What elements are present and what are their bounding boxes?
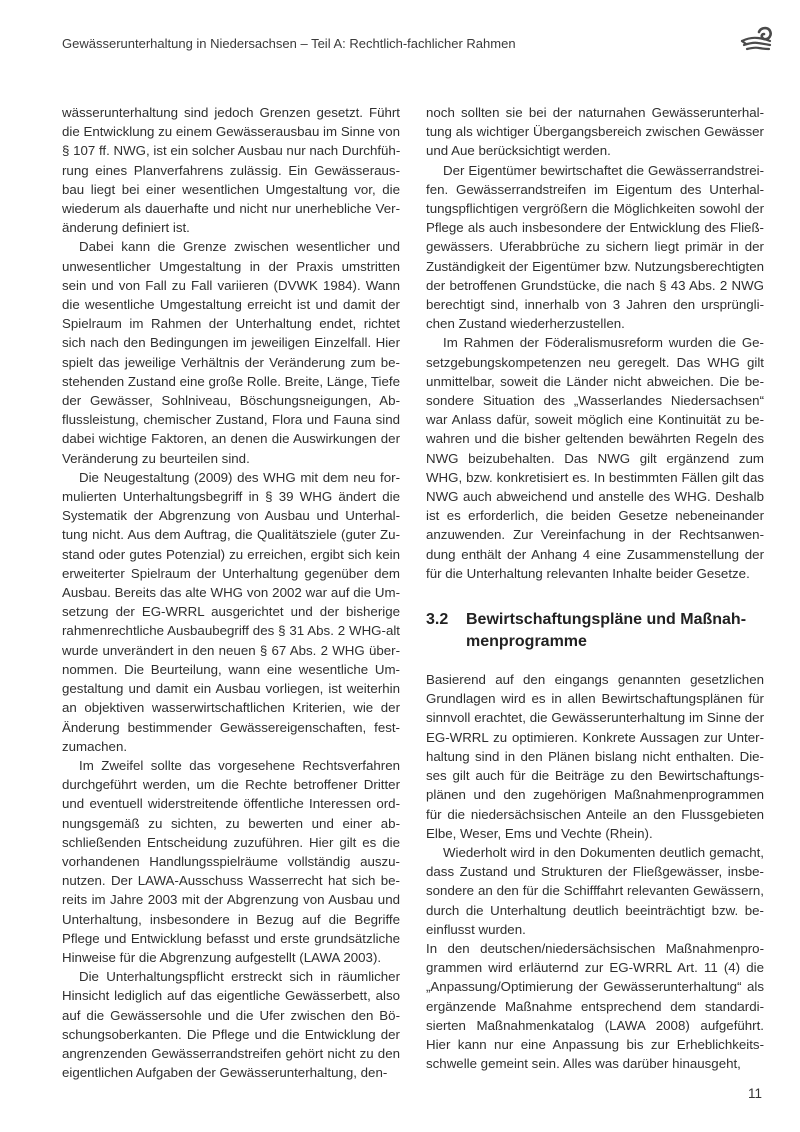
text-line: WHG, bzw. konkretisiert es. In bestimmten Fällen gilt das: [426, 469, 764, 485]
text-line: rahmenrechtliche Ausbaubegriff des § 31 Abs. 2 WHG-alt: [62, 623, 400, 639]
text-line: ergänzende Maßnahme entsprechend dem standardi-: [426, 998, 764, 1014]
text-line: an objektiven wasserwirtschaftlichen Kriterien, wie der: [62, 700, 400, 716]
text-line: vorhandenen Handlungsspielräume vollständig auszu-: [62, 853, 400, 869]
text-line: war Anlass dafür, soweit möglich eine Kontinuität zu be-: [426, 412, 764, 428]
text-line: Hinweise für die Abgrenzung aufgestellt (LAWA 2003).: [62, 949, 382, 965]
text-line: sondere an den für die Schifffahrt relevanten Gewässern,: [426, 883, 764, 899]
text-line: ses gilt auch für die Beiträge zu den Bewirtschaftungs-: [426, 768, 764, 784]
text-line: erweiterter Spielraum der Unterhaltung gegenüber dem: [62, 565, 400, 581]
text-line: dass Zustand und Strukturen der Fließgewässer, insbe-: [426, 864, 764, 880]
text-line: unwesentlicher Umgestaltung in der Praxis umstritten: [62, 258, 400, 274]
text-line: Pflege und Entwicklung befasst und erste grundsätzliche: [62, 930, 400, 946]
text-line: Elbe, Weser, Ems und Vechte (Rhein).: [426, 825, 653, 841]
text-line: Wiederholt wird in den Dokumenten deutlich gemacht,: [443, 844, 764, 860]
page-number: 11: [747, 1086, 762, 1101]
text-line: auf die Gewässersohle und die Ufer zwischen den Bö-: [62, 1007, 400, 1023]
text-line: EG-WRRL zu optimieren. Konkrete Aussagen zur Unter-: [426, 729, 764, 745]
text-line: Die Neugestaltung (2009) des WHG mit dem neu for-: [79, 469, 400, 485]
text-line: sinnvoll erachtet, die Gewässerunterhaltung im Sinne der: [426, 710, 764, 726]
text-line: unmittelbar, soweit die Länder nicht abweichen. Die be-: [426, 373, 764, 389]
text-line: In den deutschen/niedersächsischen Maßnahmenpro-: [426, 940, 764, 956]
text-line: rung eines Planverfahrens zulässig. Ein Gewässeraus-: [62, 162, 400, 178]
running-header: Gewässerunterhaltung in Niedersachsen – Teil A: Rechtlich-fachlicher Rahmen: [62, 36, 516, 51]
paragraph: [62, 468, 400, 756]
paragraph: [62, 103, 400, 237]
text-line: durch die Unterhaltung deutlich beeinträchtigt bzw. be-: [426, 902, 764, 918]
text-line: gewässers. Uferabbrüche zu sichern liegt primär in der: [426, 239, 764, 255]
text-line: fen. Gewässerrandstreifen im Eigentum des Unterhal-: [426, 181, 764, 197]
paragraph: [62, 967, 400, 1082]
text-line: dung enthält der Anhang 4 eine Zusammenstellung der: [426, 546, 764, 562]
paragraph: [62, 756, 400, 967]
wave-logo-icon: [739, 24, 775, 56]
text-line: stand oder gutes Potenzial) zu erreichen, ergibt sich kein: [62, 546, 400, 562]
paragraph: [426, 333, 764, 583]
text-line: wiederum als dauerhafte und nicht nur unerhebliche Ver-: [62, 201, 400, 217]
text-line: haltung sind in den Plänen bislang nicht enthalten. Die-: [426, 748, 764, 764]
text-line: Ausbau. Bereits das alte WHG von 2002 war auf die Um-: [62, 585, 400, 601]
section-heading: [426, 609, 764, 653]
text-line: wahren und die bisher geltenden bewährten Regeln des: [426, 431, 764, 447]
text-line: setzgebungskompetenzen neu geregelt. Das WHG gilt: [426, 354, 764, 370]
text-line: grammen wird erläuternd zur EG-WRRL Art. 11 (4) die: [426, 960, 764, 976]
text-line: schwelle gemeint sein. Alles was darüber hinausgeht,: [426, 1056, 741, 1072]
paragraph: [426, 670, 764, 843]
text-line: Im Rahmen der Föderalismusreform wurden die Ge-: [443, 335, 764, 351]
text-line: angrenzenden Gewässerrandstreifen gehört nicht zu den: [62, 1045, 400, 1061]
left-column: [62, 103, 400, 1082]
paragraph: [426, 843, 764, 939]
text-line: schließenden Entscheidung zuzuführen. Hier gilt es die: [62, 834, 400, 850]
text-line: § 107 ff. NWG, ist ein solcher Ausbau nur nach Durchfüh-: [62, 143, 401, 159]
text-line: die Entwicklung zu einem Gewässerausbau im Sinne von: [62, 124, 400, 140]
text-line: Die Unterhaltungspflicht erstreckt sich in räumlicher: [79, 969, 400, 985]
text-line: bau liegt bei einer wesentlichen Umgestaltung vor, die: [62, 181, 400, 197]
text-line: für die Unterhaltung relevanten Inhalte beider Gesetze.: [426, 565, 750, 581]
paragraph: [426, 939, 764, 1073]
heading-line: menprogramme: [466, 633, 587, 651]
text-line: NWG auch abweichend und anstelle des WHG. Deshalb: [426, 489, 764, 505]
text-line: der betroffenen Grundstücke, die nach § 43 Abs. 2 NWG: [426, 277, 764, 293]
text-line: setzung der EG-WRRL ausgerichtet und der bisherige: [62, 604, 400, 620]
text-line: Systematik der Abgrenzung von Ausbau und Unterhal-: [62, 508, 400, 524]
paragraph: [426, 161, 764, 334]
text-line: stehenden Zustand eine große Rolle. Breite, Länge, Tiefe: [62, 373, 400, 389]
text-line: nutzen. Der LAWA-Ausschuss Wasserrecht hat sich be-: [62, 873, 400, 889]
text-line: Hier kann nur eine Anpassung bis zur Erheblichkeits-: [426, 1036, 764, 1052]
text-line: wurde unverändert in den neuen § 67 Abs. 2 WHG über-: [62, 642, 400, 658]
text-line: und Aue berücksichtigt werden.: [426, 143, 611, 159]
text-line: tungspflichtigen vergrößern die Möglichkeiten sowohl der: [426, 201, 764, 217]
text-line: wässerunterhaltung sind jedoch Grenzen gesetzt. Führt: [62, 105, 400, 120]
text-line: nommen. Die Beurteilung, wann eine wesentliche Um-: [62, 661, 400, 677]
text-line: zumachen.: [62, 738, 128, 754]
text-line: änderung definiert ist.: [62, 220, 190, 236]
text-line: reits im Jahre 2003 mit der Abgrenzung von Ausbau und: [62, 892, 400, 908]
text-line: chen Zustand wiederherzustellen.: [426, 316, 625, 332]
text-line: berechtigt sind, innerhalb von 3 Jahren den ursprüngli-: [426, 297, 764, 313]
text-line: flussleistung, chemischer Zustand, Flora und Fauna sind: [62, 412, 400, 428]
text-line: „Anpassung/Optimierung der Gewässerunterhaltung“ als: [426, 979, 764, 995]
text-line: noch sollten sie bei der naturnahen Gewässerunterhal-: [426, 105, 764, 120]
text-line: Der Eigentümer bewirtschaftet die Gewässerrandstrei-: [443, 162, 764, 178]
text-line: tung als wichtiger Übergangsbereich zwischen Gewässer: [426, 124, 764, 140]
text-line: einflusst wurden.: [426, 921, 526, 937]
text-line: Unterhaltung, insbesondere in Bezug auf die Begriffe: [62, 911, 400, 927]
heading-line: Bewirtschaftungspläne und Maßnah-: [466, 611, 747, 629]
text-line: plänen und den zugehörigen Maßnahmenprogrammen: [426, 787, 764, 803]
text-line: Dabei kann die Grenze zwischen wesentlicher und: [79, 239, 400, 255]
right-column: [426, 103, 764, 1082]
text-line: Pflege als auch insbesondere der Entwicklung des Fließ-: [426, 220, 764, 236]
text-line: sein und von Fall zu Fall variieren (DVWK 1984). Wann: [62, 277, 400, 293]
text-line: mulierten Unterhaltungsbegriff in § 39 WHG ändert die: [62, 489, 400, 505]
text-line: Änderung bestimmender Gewässereigenschaften, fest-: [62, 719, 400, 735]
text-line: anzuwenden. Zur Vereinfachung in der Rechtsanwen-: [426, 527, 764, 543]
text-line: und eventuell widerstreitende öffentliche Interessen ord-: [62, 796, 400, 812]
text-line: Im Zweifel sollte das vorgesehene Rechtsverfahren: [79, 757, 400, 773]
text-line: der Gewässer, Sohlniveau, Böschungsneigungen, Ab-: [62, 393, 400, 409]
text-line: spielt das jeweilige Verhältnis der Veränderung zum be-: [62, 354, 400, 370]
text-line: Grundlagen wird es in allen Bewirtschaftungsplänen für: [426, 691, 764, 707]
text-line: tung nicht. Aus dem Auftrag, die Qualitätsziele (guter Zu-: [62, 527, 400, 543]
text-line: Veränderung zu beurteilen sind.: [62, 450, 250, 466]
text-line: die wesentliche Umgestaltung erreicht ist und damit der: [62, 297, 400, 313]
text-line: NWG beizubehalten. Das NWG gilt ergänzend zum: [426, 450, 764, 466]
text-line: ist es erforderlich, die beiden Gesetze nebeneinander: [426, 508, 764, 524]
text-line: für die niedersächsischen Anteile an den Flussgebieten: [426, 806, 764, 822]
paragraph: [426, 103, 764, 161]
section-number: 3.2: [426, 611, 449, 629]
section-heading-text: [466, 609, 764, 653]
text-line: sierten Maßnahmenkatalog (LAWA 2008) aufgeführt.: [426, 1017, 764, 1033]
text-line: sondere Situation des „Wasserlandes Niedersachsen“: [426, 393, 764, 409]
text-columns: [62, 103, 764, 1082]
text-line: eigentlichen Aufgaben der Gewässerunterhaltung, den-: [62, 1065, 388, 1081]
text-line: schungsoberkanten. Die Pflege und die Entwicklung der: [62, 1026, 400, 1042]
text-line: Basierend auf den eingangs genannten gesetzlichen: [426, 672, 764, 688]
text-line: durchgeführt werden, um die Rechte betroffener Dritter: [62, 777, 400, 793]
text-line: gestaltung und damit ein Ausbau vorliegen, ist weiterhin: [62, 681, 400, 697]
text-line: sich nach den Bedingungen im jeweiligen Einzelfall. Hier: [62, 335, 400, 351]
text-line: Hinsicht lediglich auf das eigentliche Gewässerbett, also: [62, 988, 400, 1004]
text-line: Zuständigkeit der Eigentümer bzw. Nutzungsberechtigten: [426, 258, 764, 274]
paragraph: [62, 237, 400, 467]
text-line: nungsgemäß zu sichten, zu bewerten und einer ab-: [62, 815, 400, 831]
text-line: Spielraum im Rahmen der Unterhaltung endet, richtet: [62, 316, 400, 332]
text-line: dabei wichtige Faktoren, an denen die Auswirkungen der: [62, 431, 400, 447]
